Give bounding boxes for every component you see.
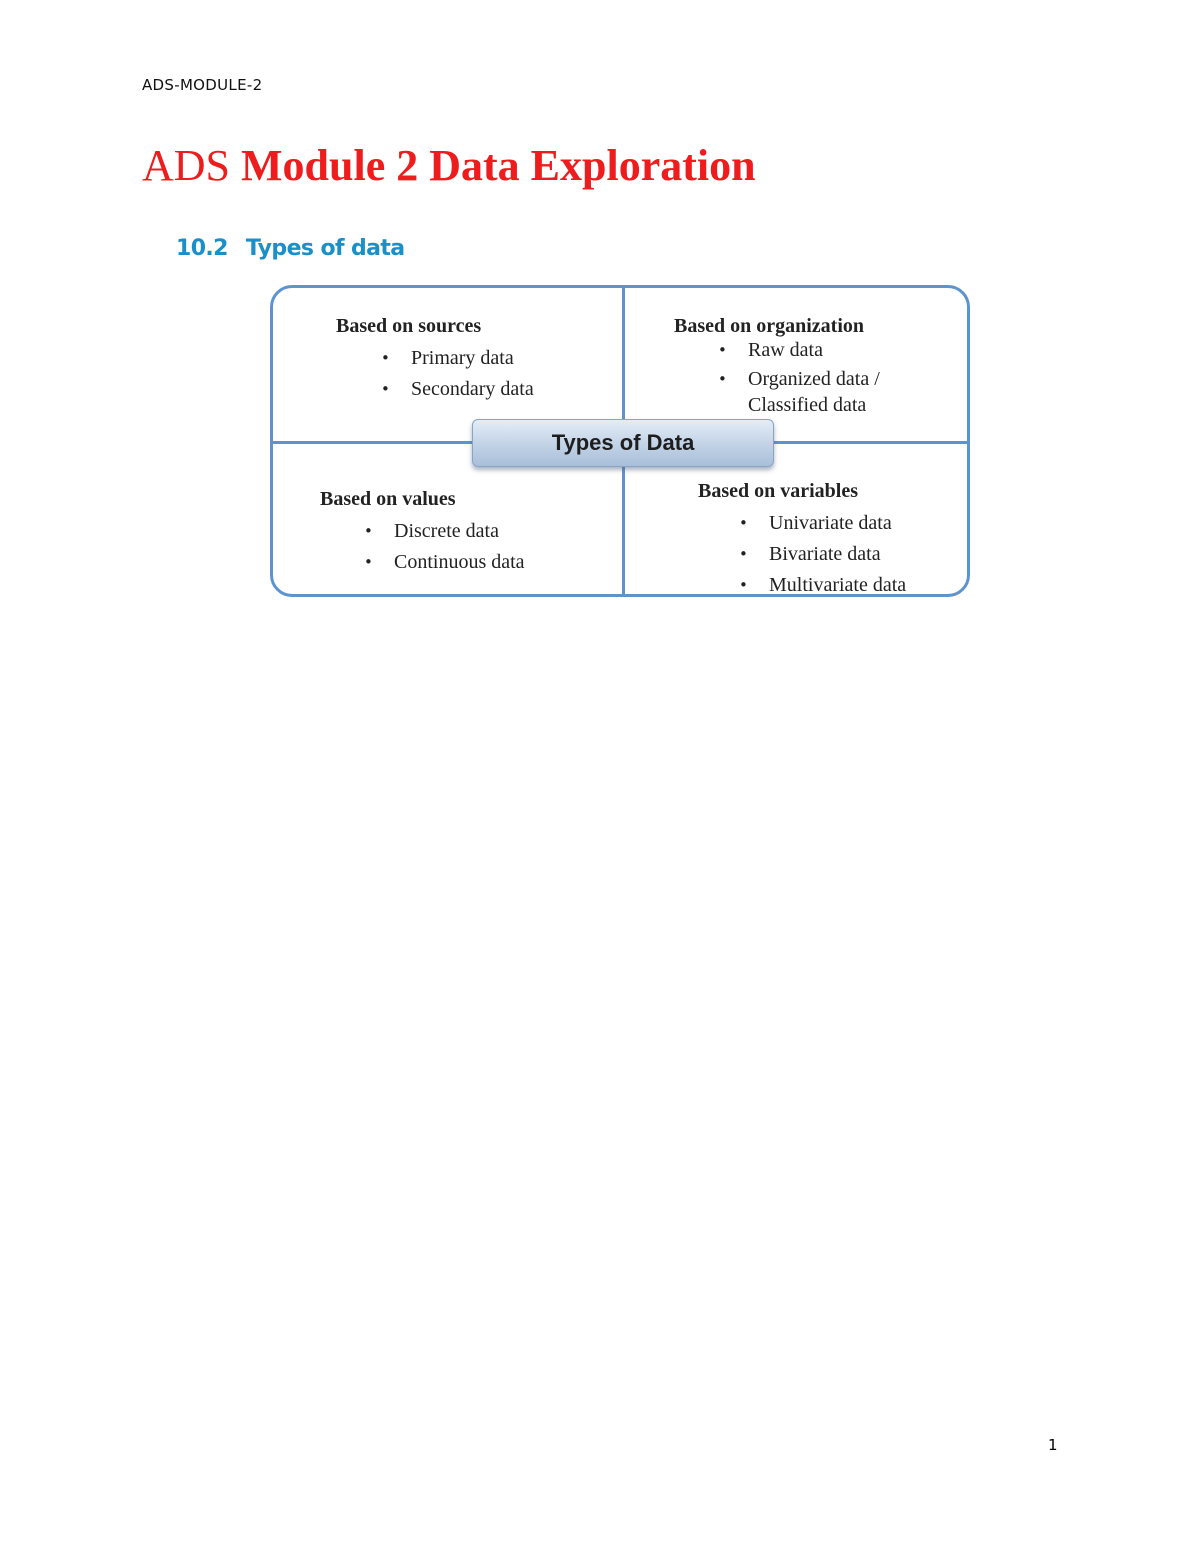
page-header: ADS-MODULE-2 (142, 76, 263, 94)
quadrant-sources (336, 315, 534, 405)
document-title (142, 140, 756, 191)
quadrant-variables (698, 480, 906, 601)
title-main: Module 2 Data Exploration (241, 141, 756, 190)
quadrant-title: Based on sources (336, 315, 482, 337)
list-item: • Raw data (712, 335, 918, 366)
list-item: • Secondary data (375, 374, 534, 405)
list-item: • Multivariate data (733, 570, 906, 601)
section-title: Types of data (245, 236, 405, 261)
section-heading (176, 236, 405, 261)
title-prefix: ADS (142, 141, 242, 190)
diagram-center-label: Types of Data (472, 419, 774, 467)
quadrant-list (375, 343, 534, 405)
page-number: 1 (1048, 1436, 1058, 1454)
list-item: • Continuous data (358, 547, 525, 578)
quadrant-title: Based on values (320, 488, 456, 510)
list-item: • Primary data (375, 343, 534, 374)
quadrant-list (733, 508, 906, 601)
quadrant-title: Based on organization (674, 315, 865, 337)
list-item: • Discrete data (358, 516, 525, 547)
quadrant-list (358, 516, 525, 578)
list-item: • Univariate data (733, 508, 906, 539)
list-item: • Bivariate data (733, 539, 906, 570)
list-item: • Organized data / Classified data (712, 366, 918, 418)
section-number: 10.2 (176, 236, 228, 261)
quadrant-organization (674, 315, 918, 418)
quadrant-list (712, 335, 918, 418)
types-of-data-diagram (270, 285, 970, 597)
quadrant-title: Based on variables (698, 480, 859, 502)
quadrant-values (320, 488, 525, 578)
